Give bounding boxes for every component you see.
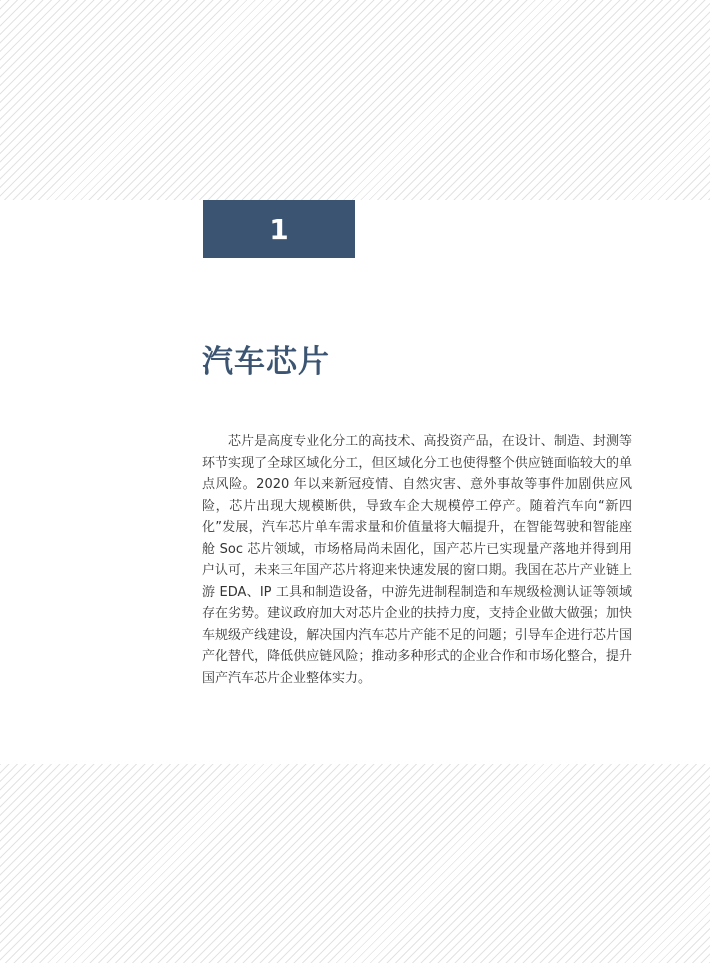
chapter-summary-paragraph: 芯片是高度专业化分工的高技术、高投资产品，在设计、制造、封测等环节实现了全球区域化分工，但区域化分工也使得整个供应链面临较大的单点风险。2020 年以来新冠疫情、自然灾害、意外事故等事件加剧供应风险，芯片出现大规模断供，导致车企大规模停工停产。随着汽车向“新四化”发展，汽车芯片单车需求量和价值量将大幅提升，在智能驾驶和智能座舱 Soc 芯片领域，市场格局尚未固化，国产芯片已实现量产落地并得到用户认可，未来三年国产芯片将迎来快速发展的窗口期。我国在芯片产业链上游 EDA、IP 工具和制造设备，中游先进制程制造和车规级检测认证等领域存在劣势。建议政府加大对芯片企业的扶持力度，支持企业做大做强；加快车规级产线建设，解决国内汽车芯片产能不足的问题；引导车企进行芯片国产化替代，降低供应链风险；推动多种形式的企业合作和市场化整合，提升国产汽车芯片企业整体实力。 <box>202 434 632 686</box>
chapter-title: 汽车芯片 <box>202 344 330 380</box>
decorative-hatch-bottom <box>0 764 710 963</box>
chapter-number: 1 <box>269 212 289 246</box>
chapter-number-badge <box>203 200 355 258</box>
decorative-hatch-top <box>0 0 710 200</box>
